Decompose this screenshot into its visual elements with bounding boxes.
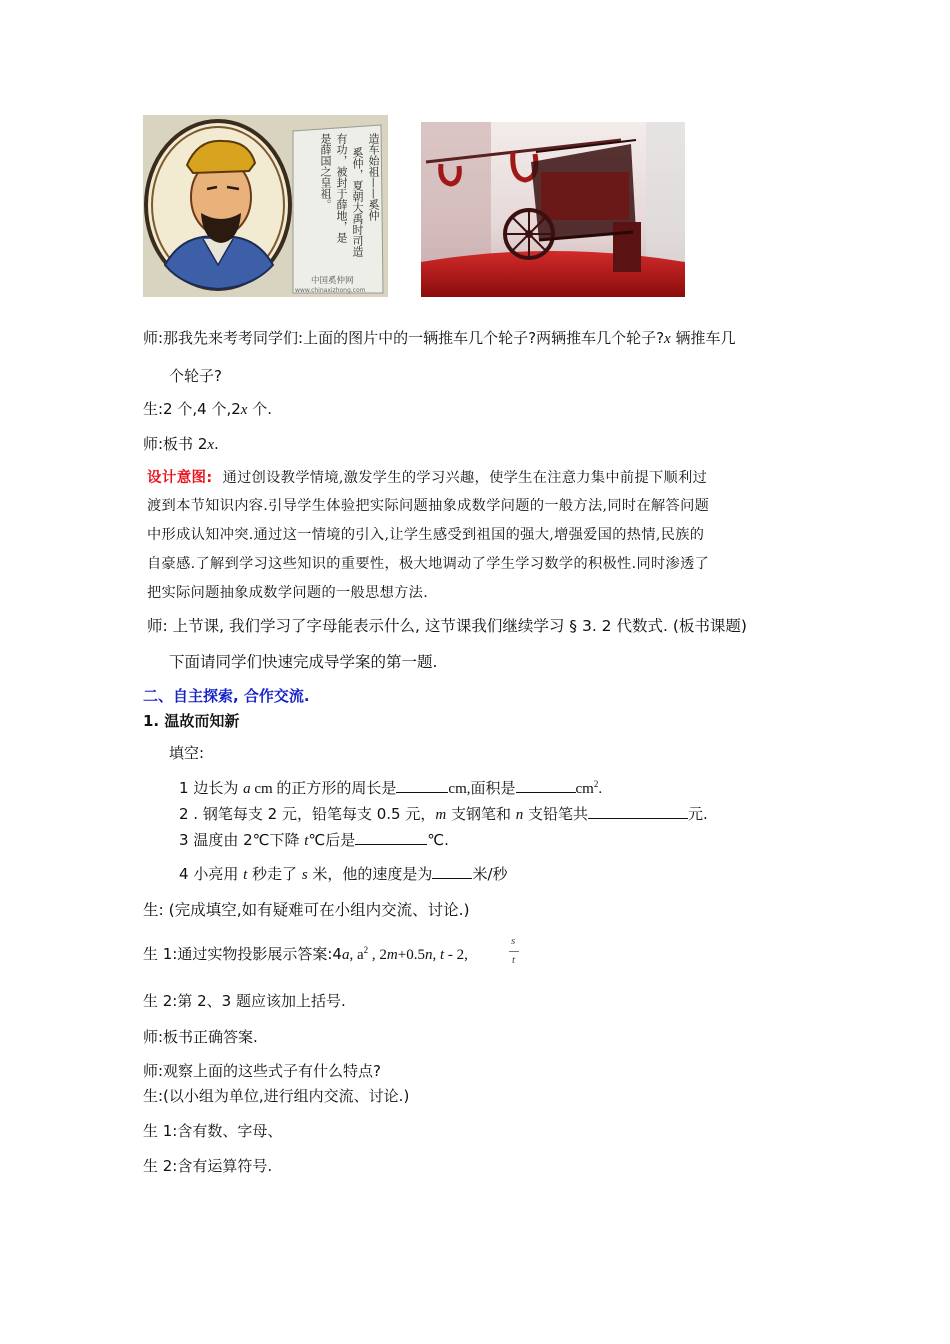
- fill-in-label: 填空:: [169, 744, 205, 762]
- design-intent-line4: 自豪感.了解到学习这些知识的重要性，极大地调动了学生学习数学的积极性.同时渗透了: [147, 556, 710, 572]
- design-intent-label: 设计意图:: [147, 470, 213, 486]
- blank-1b[interactable]: [516, 778, 576, 793]
- teacher-question-line2: 个轮子?: [169, 367, 222, 385]
- teacher-intro: 师: 上节课, 我们学习了字母能表示什么, 这节课我们继续学习 § 3. 2 代数式. (板书课题): [147, 617, 747, 635]
- blank-3[interactable]: [355, 830, 427, 845]
- cart-image: [421, 122, 685, 297]
- fraction-bar: [509, 951, 519, 952]
- caption-col-2: 奚仲，夏朝大禹时司造: [351, 147, 364, 257]
- student-1-feature: 生 1:含有数、字母、: [143, 1122, 283, 1140]
- section-heading-2: 二、自主探索, 合作交流.: [143, 687, 310, 705]
- caption-col-1: 造车始祖——奚仲: [367, 133, 380, 221]
- student-answer: 生:2 个,4 个,2x 个.: [143, 400, 272, 418]
- blank-4[interactable]: [432, 864, 472, 879]
- design-intent-line3: 中形成认知冲突.通过这一情境的引入,让学生感受到祖国的强大,增强爱国的热情,民族的: [147, 527, 705, 543]
- student-2-feature: 生 2:含有运算符号.: [143, 1157, 273, 1175]
- blank-2[interactable]: [588, 804, 688, 819]
- design-intent-line2: 渡到本节知识内容.引导学生体验把实际问题抽象成数学问题的一般方法,同时在解答问题: [147, 498, 710, 514]
- teacher-board: 师:板书 2x.: [143, 435, 219, 453]
- teacher-observe: 师:观察上面的这些式子有什么特点?: [143, 1062, 382, 1080]
- watermark: 中国奚仲网: [311, 276, 354, 286]
- question-3: 3 温度由 2℃下降 t℃后是 ℃.: [179, 831, 449, 849]
- question-4: 4 小亮用 t 秒走了 s 米，他的速度是为 米/秒: [179, 865, 508, 883]
- student-1-answers: 生 1:通过实物投影展示答案:4a, $a^2$ , 2m+0.5n, t - 2,: [143, 945, 468, 963]
- teacher-question-line1: 师:那我先来考考同学们:上面的图片中的一辆推车几个轮子?两辆推车几个轮子?x 辆推车几: [143, 329, 736, 347]
- student-group-discuss: 生:(以小组为单位,进行组内交流、讨论.): [143, 1087, 410, 1105]
- design-intent-line1: 设计意图: 通过创设教学情境,激发学生的学习兴趣，使学生在注意力集中前提下顺利过: [147, 470, 708, 486]
- watermark-url: www.chinaxizhong.com: [295, 287, 366, 294]
- question-1: 1 边长为 a cm 的正方形的周长是 cm,面积是 $cm^2$.: [179, 779, 603, 797]
- portrait-image: [143, 115, 388, 297]
- teacher-instruction: 下面请同学们快速完成导学案的第一题.: [169, 653, 438, 671]
- fraction-numerator: s: [511, 935, 516, 947]
- student-2-note: 生 2:第 2、3 题应该加上括号.: [143, 992, 346, 1010]
- student-fill-note: 生: (完成填空,如有疑难可在小组内交流、讨论.): [143, 901, 470, 919]
- question-2: 2 . 钢笔每支 2 元，铅笔每支 0.5 元，m 支钢笔和 n 支铅笔共 元.: [179, 805, 708, 823]
- design-intent-line5: 把实际问题抽象成数学问题的一般思想方法.: [147, 585, 429, 601]
- fraction-denominator: t: [512, 954, 516, 966]
- teacher-board-answer: 师:板书正确答案.: [143, 1028, 258, 1046]
- subsection-heading-1: 1. 温故而知新: [143, 712, 240, 730]
- blank-1a[interactable]: [396, 778, 448, 793]
- caption-col-4: 是薛国之皇祖。: [319, 133, 332, 210]
- caption-col-3: 有功，被封于薛地，是: [335, 133, 348, 243]
